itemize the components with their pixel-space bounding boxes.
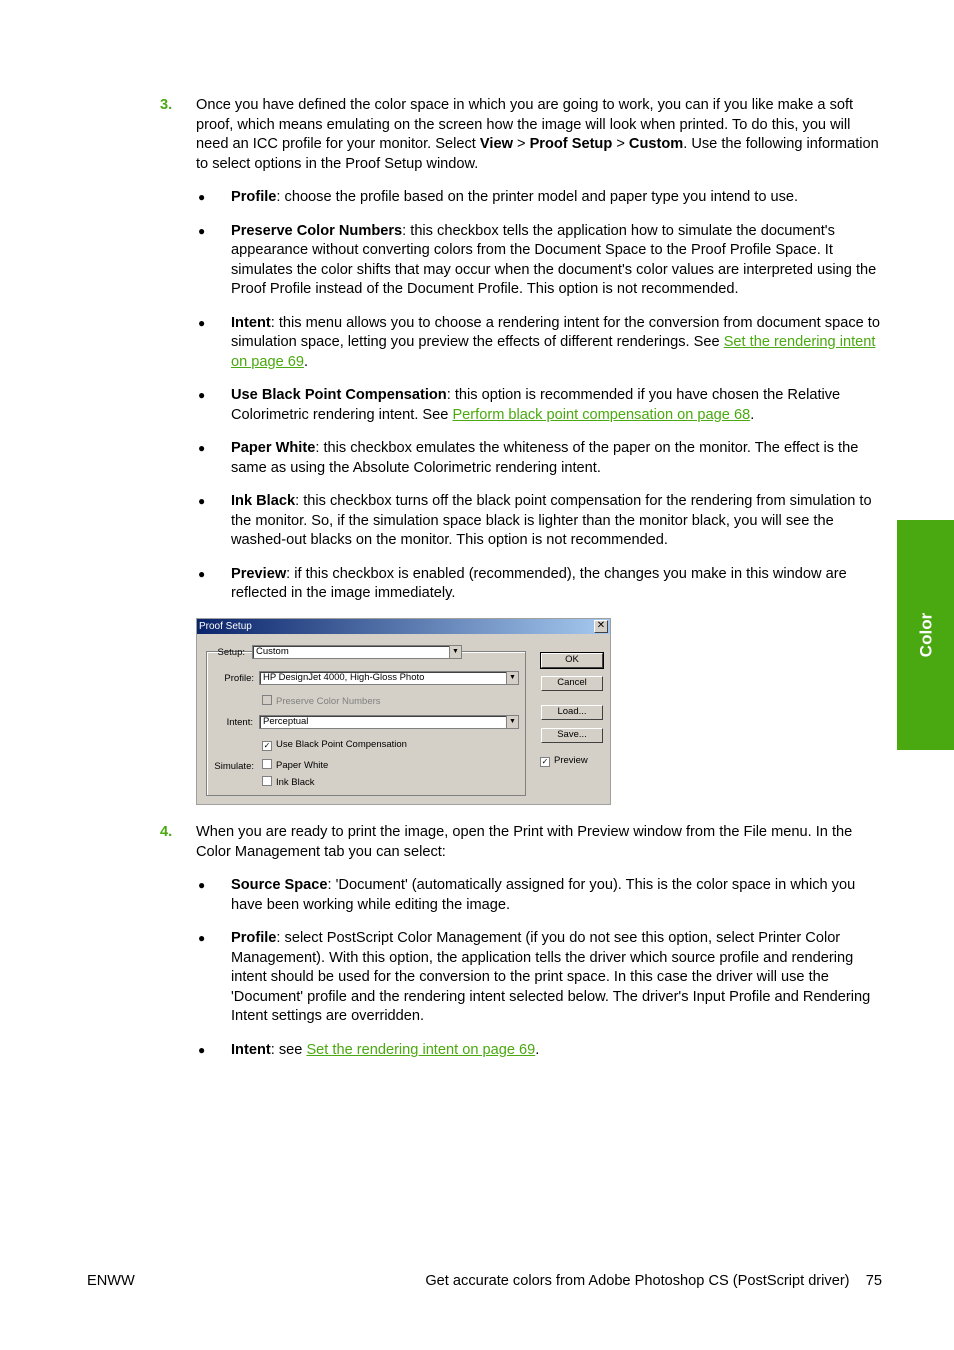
profile-select[interactable]: HP DesignJet 4000, High-Gloss Photo ▼ bbox=[259, 671, 519, 685]
list-item: ● Paper White: this checkbox emulates the whiteness of the paper on the monitor. The effect is the same as using the Absolute Colorimetric rendering intent. bbox=[198, 440, 859, 476]
bullet-list bbox=[160, 876, 882, 1060]
dialog-titlebar bbox=[197, 619, 610, 634]
black-point-compensation-checkbox[interactable]: ✓ Use Black Point Compensation bbox=[263, 739, 407, 750]
bullet-list bbox=[160, 188, 882, 604]
bullet-icon: ● bbox=[198, 878, 206, 892]
save-button[interactable]: Save... bbox=[541, 728, 603, 743]
step-4 bbox=[160, 823, 882, 1060]
chevron-down-icon: ▼ bbox=[506, 672, 518, 684]
setup-select[interactable]: Custom ▼ bbox=[252, 645, 462, 659]
bullet-icon: ● bbox=[198, 931, 206, 945]
bullet-icon: ● bbox=[198, 441, 206, 455]
setup-label: Setup: bbox=[217, 647, 245, 658]
cancel-button[interactable]: Cancel bbox=[541, 676, 603, 691]
bullet-icon: ● bbox=[198, 1042, 206, 1057]
check-icon: ✓ bbox=[263, 741, 271, 750]
list-item: ● Profile: choose the profile based on the printer model and paper type you intend to use. bbox=[160, 188, 882, 208]
footer-right: Get accurate colors from Adobe Photoshop CS (PostScript driver) 75 bbox=[425, 1273, 882, 1289]
chevron-down-icon: ▼ bbox=[506, 716, 518, 728]
list-item: ● Preview: if this checkbox is enabled (recommended), the changes you make in this window are reflected in the image immediately. bbox=[198, 565, 847, 601]
simulate-label: Simulate: bbox=[214, 761, 254, 772]
bullet-icon: ● bbox=[198, 315, 206, 330]
check-icon: ✓ bbox=[541, 757, 549, 766]
step-intro: When you are ready to print the image, open the Print with Preview window from the File menu. In the Color Management tab you can select: bbox=[196, 824, 853, 860]
bullet-icon: ● bbox=[198, 223, 206, 238]
step-3 bbox=[160, 96, 882, 604]
chapter-tab bbox=[897, 520, 954, 750]
rendering-intent-link[interactable]: Set the rendering intent on page 69 bbox=[306, 1041, 536, 1058]
step-number: 3. bbox=[160, 97, 173, 113]
profile-label: Profile: bbox=[224, 673, 254, 684]
dialog-title: Proof Setup bbox=[199, 621, 252, 632]
paper-white-checkbox[interactable]: Paper White bbox=[262, 759, 328, 772]
bullet-icon: ● bbox=[198, 388, 206, 402]
footer-left: ENWW bbox=[87, 1273, 135, 1289]
intent-select[interactable]: Perceptual ▼ bbox=[259, 715, 519, 729]
rendering-intent-link[interactable]: Set the rendering intent on page 69 bbox=[231, 334, 876, 370]
list-item: ● Intent: this menu allows you to choose a rendering intent for the conversion from document space to simulation space, letting you preview the effects of different renderings. See Set the rendering intent on page 69. bbox=[198, 314, 880, 370]
load-button[interactable]: Load... bbox=[541, 705, 603, 720]
close-icon[interactable]: ✕ bbox=[594, 620, 608, 633]
chevron-down-icon: ▼ bbox=[449, 646, 461, 658]
chapter-tab-label: Color bbox=[915, 612, 935, 658]
intent-label: Intent: bbox=[226, 717, 253, 728]
list-item: ● Ink Black: this checkbox turns off the black point compensation for the rendering from simulation to the monitor. So, if the simulation space black is lighter than the monitor black, you will see the washed-out blacks on the monitor. This option is not recommended. bbox=[198, 493, 872, 548]
proof-setup-dialog bbox=[196, 618, 611, 805]
ink-black-checkbox[interactable]: Ink Black bbox=[262, 776, 315, 789]
bullet-icon: ● bbox=[198, 494, 206, 508]
step-intro: Once you have defined the color space in which you are going to work, you can if you like make a soft proof, which means emulating on the screen how the image will look when printed. To do this, you will need an ICC profile for your monitor. Select View > Proof Setup > Custom. Use the following information to select options in the Proof Setup window. bbox=[196, 97, 879, 172]
list-item: ● Intent: see Set the rendering intent on page 69. bbox=[160, 1041, 882, 1061]
list-item: ● Profile: select PostScript Color Management (if you do not see this option, select Printer Color Management). With this option, the application tells the driver which source profile and rendering intent should be used for the conversion to the print space. In this case the driver will use the 'Document' profile and the rendering intent selected below. The driver's Input Profile and Rendering Intent settings are overridden. bbox=[198, 930, 871, 1024]
step-number: 4. bbox=[160, 824, 173, 840]
list-item: ● Source Space: 'Document' (automatically assigned for you). This is the color space in which you have been working while editing the image. bbox=[198, 877, 856, 913]
black-point-link[interactable]: Perform black point compensation on page 68 bbox=[452, 406, 751, 423]
bullet-icon: ● bbox=[198, 566, 206, 581]
preview-checkbox[interactable]: ✓ Preview bbox=[541, 755, 588, 766]
ok-button[interactable]: OK bbox=[541, 653, 603, 668]
list-item: ● Use Black Point Compensation: this option is recommended if you have chosen the Relative Colorimetric rendering intent. See Perform black point compensation on page 68. bbox=[198, 387, 841, 423]
preserve-color-numbers-checkbox[interactable]: Preserve Color Numbers bbox=[262, 695, 381, 708]
bullet-icon: ● bbox=[198, 190, 206, 204]
list-item: ● Preserve Color Numbers: this checkbox tells the application how to simulate the document's appearance without converting colors from the Document Space to the Proof Profile Space. It simulates the color shifts that may occur when the document's color values are interpreted using the Proof Profile instead of the Document Profile. This option is not recommended. bbox=[198, 222, 877, 297]
